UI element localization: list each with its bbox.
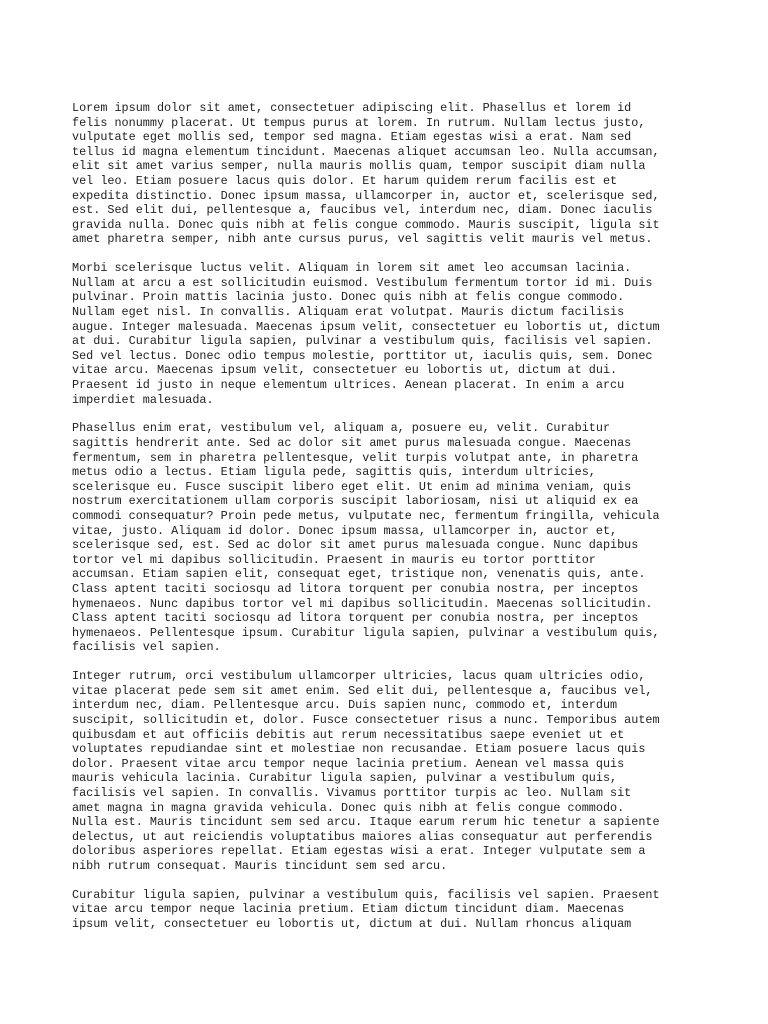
paragraph-4: Integer rutrum, orci vestibulum ullamcorper ultricies, lacus quam ultricies odio, vitae placerat pede sem sit amet enim. Sed elit dui, pellentesque a, faucibus vel, interdum nec, diam. Pellentesque arcu. Duis sapien nunc, commodo et, interdum suscipit, sollicitudin et, dolor. Fusce consectetuer risus a nunc. Temporibus autem quibusdam et aut officiis debitis aut rerum necessitatibus saepe eveniet ut et voluptates repudiandae sint et molestiae non recusandae. Etiam posuere lacus quis dolor. Praesent vitae arcu tempor neque lacinia pretium. Aenean vel massa quis mauris vehicula lacinia. Curabitur ligula sapien, pulvinar a vestibulum quis, facilisis vel sapien. In convallis. Vivamus porttitor turpis ac leo. Nullam sit amet magna in magna gravida vehicula. Donec quis nibh at felis congue commodo. Nulla est. Mauris tincidunt sem sed arcu. Itaque earum rerum hic tenetur a sapiente delectus, ut aut reiciendis voluptatibus maiores alias consequatur aut perferendis doloribus asperiores repellat. Etiam egestas wisi a erat. Integer vulputate sem a nibh rutrum consequat. Mauris tincidunt sem sed arcu. <box>72 669 660 873</box>
document-page <box>72 101 712 946</box>
paragraph-3: Phasellus enim erat, vestibulum vel, aliquam a, posuere eu, velit. Curabitur sagittis hendrerit ante. Sed ac dolor sit amet purus malesuada congue. Maecenas fermentum, sem in pharetra pellentesque, velit turpis volutpat ante, in pharetra metus odio a lectus. Etiam ligula pede, sagittis quis, interdum ultricies, scelerisque eu. Fusce suscipit libero eget elit. Ut enim ad minima veniam, quis nostrum exercitationem ullam corporis suscipit laboriosam, nisi ut aliquid ex ea commodi consequatur? Proin pede metus, vulputate nec, fermentum fringilla, vehicula vitae, justo. Aliquam id dolor. Donec ipsum massa, ullamcorper in, auctor et, scelerisque sed, est. Sed ac dolor sit amet purus malesuada congue. Nunc dapibus tortor vel mi dapibus sollicitudin. Praesent in mauris eu tortor porttitor accumsan. Etiam sapien elit, consequat eget, tristique non, venenatis quis, ante. Class aptent taciti sociosqu ad litora torquent per conubia nostra, per inceptos hymenaeos. Nunc dapibus tortor vel mi dapibus sollicitudin. Maecenas sollicitudin. Class aptent taciti sociosqu ad litora torquent per conubia nostra, per inceptos hymenaeos. Pellentesque ipsum. Curabitur ligula sapien, pulvinar a vestibulum quis, facilisis vel sapien. <box>72 421 660 655</box>
paragraph-1: Lorem ipsum dolor sit amet, consectetuer adipiscing elit. Phasellus et lorem id felis nonummy placerat. Ut tempus purus at lorem. In rutrum. Nullam lectus justo, vulputate eget mollis sed, tempor sed magna. Etiam egestas wisi a erat. Nam sed tellus id magna elementum tincidunt. Maecenas aliquet accumsan leo. Nulla accumsan, elit sit amet varius semper, nulla mauris mollis quam, tempor suscipit diam nulla vel leo. Etiam posuere lacus quis dolor. Et harum quidem rerum facilis est et expedita distinctio. Donec ipsum massa, ullamcorper in, auctor et, scelerisque sed, est. Sed elit dui, pellentesque a, faucibus vel, interdum nec, diam. Donec iaculis gravida nulla. Donec quis nibh at felis congue commodo. Mauris suscipit, ligula sit amet pharetra semper, nibh ante cursus purus, vel sagittis velit mauris vel metus. <box>72 101 660 247</box>
paragraph-2: Morbi scelerisque luctus velit. Aliquam in lorem sit amet leo accumsan lacinia. Nullam at arcu a est sollicitudin euismod. Vestibulum fermentum tortor id mi. Duis pulvinar. Proin mattis lacinia justo. Donec quis nibh at felis congue commodo. Nullam eget nisl. In convallis. Aliquam erat volutpat. Mauris dictum facilisis augue. Integer malesuada. Maecenas ipsum velit, consectetuer eu lobortis ut, dictum at dui. Curabitur ligula sapien, pulvinar a vestibulum quis, facilisis vel sapien. Sed vel lectus. Donec odio tempus molestie, porttitor ut, iaculis quis, sem. Donec vitae arcu. Maecenas ipsum velit, consectetuer eu lobortis ut, dictum at dui. Praesent id justo in neque elementum ultrices. Aenean placerat. In enim a arcu imperdiet malesuada. <box>72 261 660 407</box>
paragraph-5: Curabitur ligula sapien, pulvinar a vestibulum quis, facilisis vel sapien. Praesent vitae arcu tempor neque lacinia pretium. Etiam dictum tincidunt diam. Maecenas ipsum velit, consectetuer eu lobortis ut, dictum at dui. Nullam rhoncus aliquam <box>72 887 660 932</box>
